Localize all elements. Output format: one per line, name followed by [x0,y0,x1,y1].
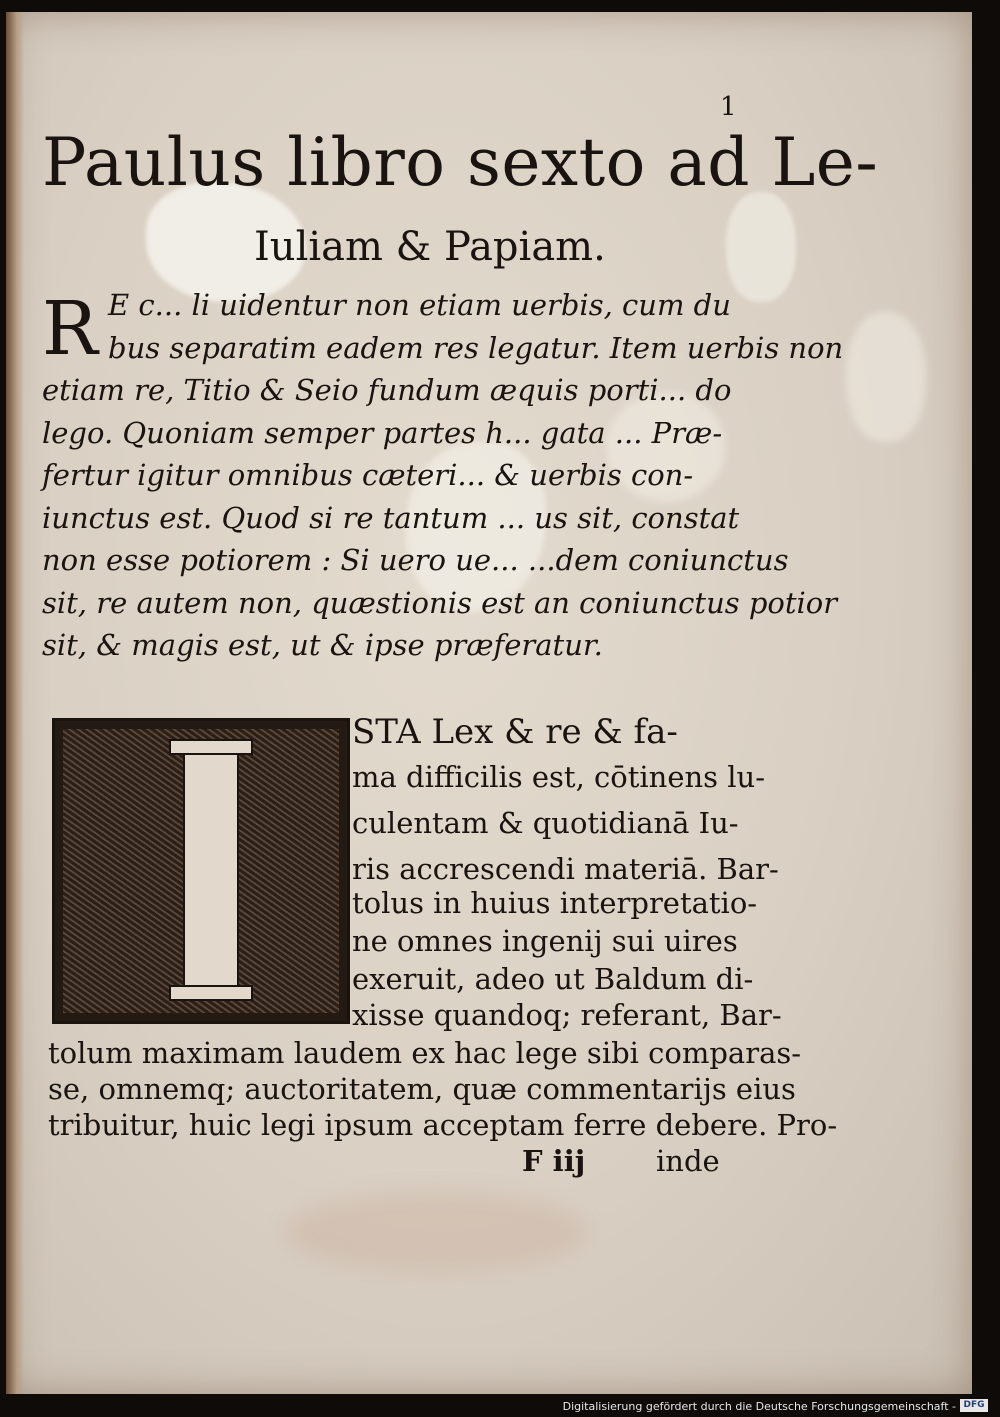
body-line: se, omnemq; auctoritatem, quæ commentarijs eius [48,1072,796,1106]
body-line: tribuitur, huic legi ipsum acceptam ferre debere. Pro- [48,1108,838,1142]
italic-paragraph [42,284,844,667]
signature-mark: F iij [522,1144,586,1178]
italic-line: sit, re autem non, quæstionis est an coniunctus potior [42,585,838,620]
italic-line: iunctus est. Quod si re tantum ... us sit, constat [42,500,740,535]
body-line: tolus in huius interpretatio- [352,886,758,920]
dfg-logo-icon: DFG [960,1399,988,1412]
body-line: ne omnes ingenij sui uires [352,924,738,958]
woodcut-initial-I-icon [52,718,350,1024]
catchword: inde [656,1144,720,1178]
italic-line: lego. Quoniam semper partes h... gata ... Præ- [42,415,723,450]
body-line: culentam & quotidianā Iu- [352,806,739,840]
italic-line: E c... li uidentur non etiam uerbis, cum du [108,288,731,322]
heading-line-1: Paulus libro sexto ad Le- [42,124,879,201]
paper-damage [846,312,926,442]
body-line: STA Lex & re & fa- [352,712,678,752]
italic-line: fertur igitur omnibus cæteri... & uerbis con- [42,458,694,492]
italic-line: sit, & magis est, ut & ipse præferatur. [42,628,603,662]
italic-line: bus separatim eadem res legatur. Item uerbis non [108,330,844,365]
body-line: tolum maximam laudem ex hac lege sibi comparas- [48,1036,802,1070]
body-line: xisse quandoq; referant, Bar- [352,998,782,1032]
body-line: exeruit, adeo ut Baldum di- [352,962,754,996]
heading-line-2: Iuliam & Papiam. [254,224,606,270]
woodcut-letter-I [183,739,239,1001]
body-line: ris accrescendi materiā. Bar- [352,852,779,886]
book-page [6,12,972,1394]
italic-line: non esse potiorem : Si uero ue... ...dem coniunctus [42,543,789,577]
italic-line: etiam re, Titio & Seio fundum æquis porti... do [42,373,732,407]
digitization-credit: Digitalisierung gefördert durch die Deutsche Forschungsgemeinschaft - [562,1400,956,1413]
paper-stain [286,1192,586,1272]
folio-number: 1 [720,92,737,122]
drop-initial: R [42,286,98,372]
page-spine-shadow [6,12,24,1394]
body-line: ma difficilis est, cōtinens lu- [352,760,766,794]
